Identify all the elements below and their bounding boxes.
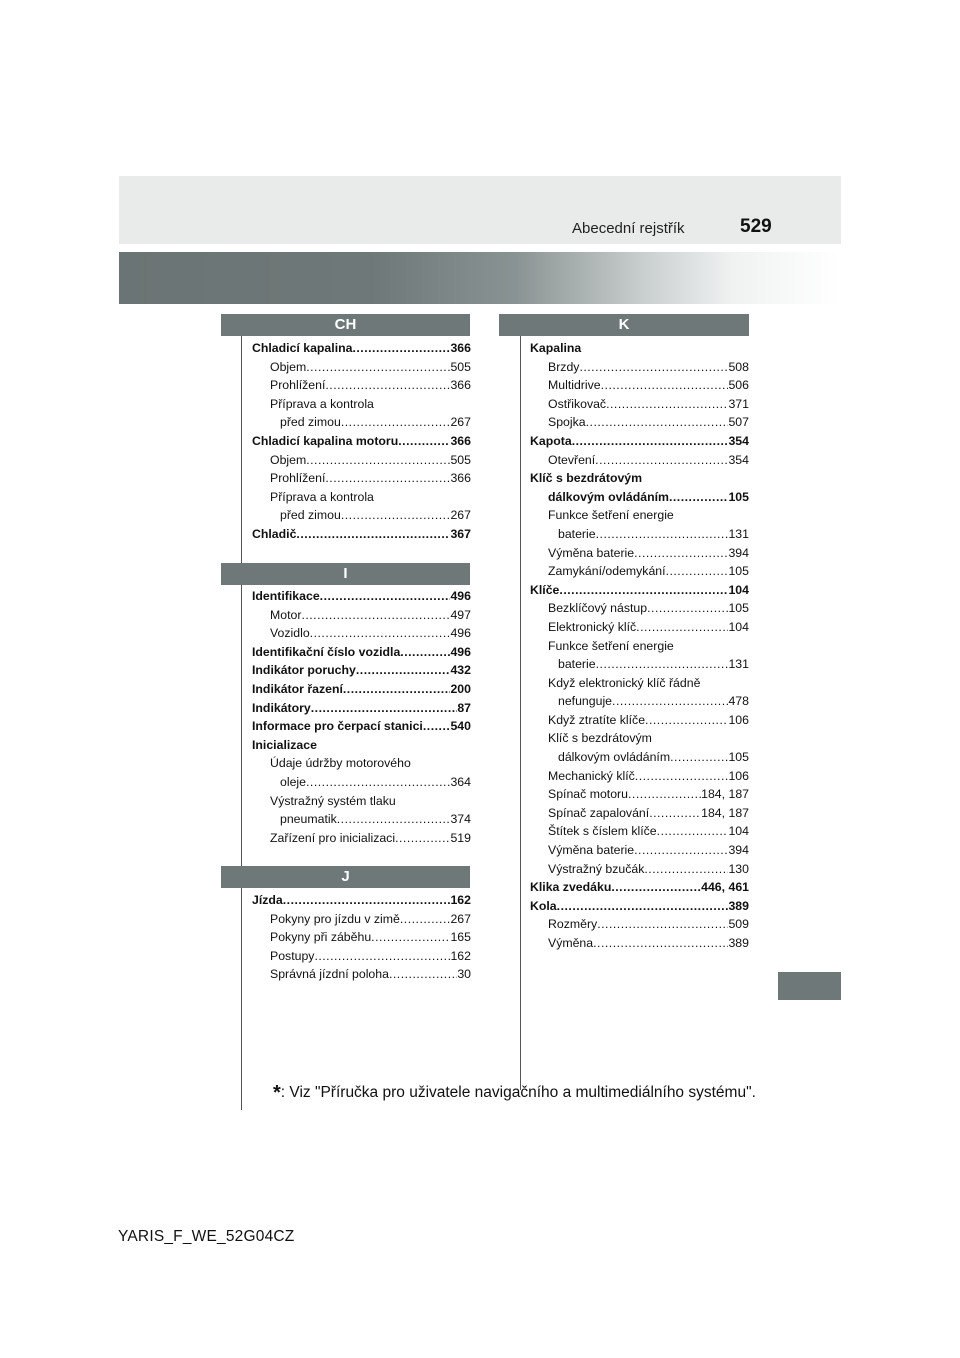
entry-text: Ostřikovač [548, 396, 607, 411]
dot-leader [352, 339, 450, 358]
entry-text: Indikátory [252, 700, 311, 715]
index-entry [530, 934, 749, 953]
dot-leader [647, 599, 728, 618]
entry-text: Multidrive [548, 378, 601, 393]
dot-leader [400, 910, 451, 929]
index-entry [530, 544, 749, 563]
index-entry [530, 562, 749, 581]
dot-leader [337, 810, 451, 829]
entry-text: Výstražný systém tlaku [270, 793, 396, 808]
entry-page: 505 [450, 452, 471, 467]
entry-text: Jízda [252, 893, 283, 907]
entry-text: Funkce šetření energie [548, 638, 674, 653]
entry-text: oleje [280, 774, 306, 789]
index-entry [252, 358, 471, 377]
entry-page: 497 [450, 607, 471, 622]
entry-text: Prohlížení [270, 471, 326, 486]
document-code: YARIS_F_WE_52G04CZ [118, 1228, 295, 1245]
index-entry [530, 767, 749, 786]
index-entry [252, 643, 471, 662]
index-entry [530, 469, 749, 488]
dot-leader [310, 624, 451, 643]
entry-page: 105 [728, 601, 749, 616]
entry-text: Klika zvedáku [530, 880, 612, 895]
dot-leader [579, 358, 728, 377]
index-entry [252, 947, 471, 966]
dot-leader [572, 432, 729, 451]
dot-leader [611, 878, 701, 897]
index-entry [252, 506, 471, 525]
index-entry [530, 822, 749, 841]
index-entry [252, 754, 471, 773]
index-entry [252, 432, 471, 451]
index-entry [252, 699, 471, 718]
dot-leader [341, 413, 451, 432]
entry-page: 366 [450, 378, 471, 393]
dot-leader [301, 606, 450, 625]
dot-leader [306, 358, 450, 377]
dot-leader [606, 395, 728, 414]
entry-text: Elektronický klíč [548, 619, 637, 634]
entry-page: 30 [457, 967, 471, 982]
index-entry [252, 624, 471, 643]
index-entry [530, 413, 749, 432]
entry-page: 130 [728, 861, 749, 876]
entry-text: Postupy [270, 948, 315, 963]
index-entry [530, 432, 749, 451]
dot-leader [398, 432, 450, 451]
dot-leader [636, 618, 728, 637]
dot-leader [596, 655, 729, 674]
dot-leader [634, 841, 728, 860]
entry-text: Kapalina [530, 341, 582, 355]
entry-text: dálkovým ovládáním [548, 489, 669, 504]
index-entry [530, 655, 749, 674]
entry-page: 165 [450, 930, 471, 945]
index-entry [530, 692, 749, 711]
entry-text: Identifikační číslo vozidla [252, 644, 401, 659]
entry-page: 104 [728, 582, 749, 597]
entry-text: Spojka [548, 415, 586, 430]
entry-page: 367 [450, 526, 471, 541]
index-entry [530, 599, 749, 618]
dot-leader [371, 928, 450, 947]
entry-page: 131 [728, 657, 749, 672]
entry-text: Spínač zapalování [548, 805, 650, 820]
index-entry [252, 928, 471, 947]
entry-page: 519 [450, 830, 471, 845]
dot-leader [325, 376, 450, 395]
entry-text: baterie [558, 657, 596, 672]
footnote [273, 1082, 756, 1105]
index-entry [252, 891, 471, 910]
index-entry [252, 376, 471, 395]
entry-text: Vozidlo [270, 626, 310, 641]
index-entry [530, 506, 749, 525]
index-entry [530, 339, 749, 358]
entry-text: Kola [530, 898, 557, 913]
index-entry [252, 717, 471, 736]
entry-text: Funkce šetření energie [548, 508, 674, 523]
index-list-k [530, 339, 749, 953]
entry-page: 364 [450, 774, 471, 789]
entry-text: Otevření [548, 452, 596, 467]
entry-page: 267 [450, 415, 471, 430]
entry-page: 267 [450, 911, 471, 926]
dot-leader [666, 562, 729, 581]
index-entry [252, 413, 471, 432]
entry-text: pneumatik [280, 812, 337, 827]
entry-text: Pokyny pro jízdu v zimě [270, 911, 400, 926]
entry-text: Mechanický klíč [548, 768, 635, 783]
entry-page: 374 [450, 812, 471, 827]
index-entry [530, 785, 749, 804]
dot-leader [356, 661, 451, 680]
dot-leader [649, 804, 701, 823]
footnote-text: : Viz "Příručka pro uživatele navigačního a multimediálního systému". [280, 1084, 756, 1101]
entry-text: Výměna [548, 936, 594, 950]
entry-text: Zařízení pro inicializaci [270, 830, 396, 845]
index-entry [252, 661, 471, 680]
index-entry [530, 804, 749, 823]
index-entry [252, 606, 471, 625]
entry-page: 496 [450, 589, 471, 603]
index-entry [252, 451, 471, 470]
entry-page: 432 [450, 663, 471, 678]
entry-page: 106 [728, 712, 749, 727]
entry-text: Příprava a kontrola [270, 489, 374, 504]
entry-text: Štítek s číslem klíče [548, 824, 657, 839]
dot-leader [601, 376, 729, 395]
entry-text: Klíč s bezdrátovým [548, 731, 652, 746]
entry-page: 200 [450, 681, 471, 696]
entry-page: 105 [728, 564, 749, 579]
entry-page: 131 [728, 526, 749, 541]
index-entry [252, 792, 471, 811]
dot-leader [657, 822, 729, 841]
index-entry [252, 587, 471, 606]
entry-text: Identifikace [252, 589, 320, 603]
entry-text: Rozměry [548, 917, 598, 932]
section-header-k: K [499, 314, 749, 336]
entry-text: Správná jízdní poloha [270, 967, 389, 982]
index-entry [530, 841, 749, 860]
entry-text: Chladič [252, 526, 297, 541]
dot-leader [283, 891, 451, 910]
entry-text: Výměna baterie [548, 843, 635, 858]
index-entry [530, 376, 749, 395]
index-entry [252, 525, 471, 544]
entry-page: 389 [728, 936, 749, 950]
entry-page: 105 [728, 489, 749, 504]
entry-page: 354 [728, 452, 749, 467]
entry-text: Výměna baterie [548, 545, 635, 560]
index-entry [252, 910, 471, 929]
dot-leader [395, 829, 450, 848]
entry-text: Prohlížení [270, 378, 326, 393]
dot-leader [628, 785, 701, 804]
index-entry [530, 488, 749, 507]
entry-page: 162 [450, 893, 471, 907]
entry-text: Klíč s bezdrátovým [530, 471, 643, 486]
dot-leader [423, 717, 451, 736]
entry-page: 389 [728, 898, 749, 913]
index-entry [252, 395, 471, 414]
index-entry [252, 773, 471, 792]
entry-text: Objem [270, 452, 307, 467]
entry-page: 184, 187 [701, 787, 749, 802]
entry-text: Brzdy [548, 359, 580, 374]
index-entry [252, 469, 471, 488]
entry-page: 507 [728, 415, 749, 430]
dot-leader [400, 643, 450, 662]
dot-leader [670, 748, 728, 767]
index-entry [252, 829, 471, 848]
index-entry [252, 339, 471, 358]
entry-text: Chladicí kapalina motoru [252, 433, 399, 448]
left-column-rule [241, 330, 242, 1110]
entry-text: Motor [270, 607, 302, 622]
dot-leader [635, 767, 729, 786]
entry-text: nefunguje [558, 694, 613, 709]
section-header-ch: CH [221, 314, 470, 336]
dot-leader [586, 413, 729, 432]
index-entry [252, 680, 471, 699]
index-entry [530, 581, 749, 600]
index-entry [252, 965, 471, 984]
header-gradient-band [119, 252, 841, 304]
entry-text: před zimou [280, 508, 341, 523]
entry-page: 106 [728, 768, 749, 783]
entry-text: Chladicí kapalina [252, 341, 353, 355]
entry-page: 366 [450, 471, 471, 486]
dot-leader [306, 451, 450, 470]
header-band [119, 176, 841, 244]
entry-page: 104 [728, 619, 749, 634]
entry-page: 87 [457, 700, 471, 715]
dot-leader [343, 680, 451, 699]
entry-text: Spínač motoru [548, 787, 628, 802]
entry-page: 105 [728, 750, 749, 765]
dot-leader [314, 947, 450, 966]
entry-page: 371 [728, 396, 749, 411]
entry-page: 446, 461 [701, 880, 749, 895]
dot-leader [389, 965, 457, 984]
entry-page: 267 [450, 508, 471, 523]
dot-leader [645, 711, 728, 730]
dot-leader [596, 525, 729, 544]
entry-text: dálkovým ovládáním [558, 750, 671, 765]
dot-leader [320, 587, 451, 606]
dot-leader [306, 773, 450, 792]
entry-text: Údaje údržby motorového [270, 756, 411, 771]
dot-leader [597, 915, 728, 934]
index-list-i [252, 587, 471, 847]
dot-leader [325, 469, 450, 488]
entry-text: Výstražný bzučák [548, 861, 645, 876]
entry-text: Kapota [530, 433, 572, 448]
index-list-j [252, 891, 471, 984]
entry-page: 366 [450, 433, 471, 448]
index-entry [530, 915, 749, 934]
entry-page: 354 [728, 433, 749, 448]
entry-text: Indikátor poruchy [252, 663, 356, 678]
entry-page: 184, 187 [701, 805, 749, 820]
entry-text: Inicializace [252, 737, 317, 752]
dot-leader [669, 488, 729, 507]
index-entry [530, 525, 749, 544]
entry-page: 394 [728, 545, 749, 560]
index-entry [530, 618, 749, 637]
entry-text: Když ztratíte klíče [548, 712, 646, 727]
middle-column-rule [520, 330, 521, 1090]
dot-leader [612, 692, 728, 711]
entry-page: 496 [450, 626, 471, 641]
entry-text: Klíče [530, 582, 560, 597]
entry-page: 506 [728, 378, 749, 393]
section-header-i: I [221, 563, 470, 585]
dot-leader [559, 581, 728, 600]
index-entry [530, 897, 749, 916]
entry-page: 496 [450, 644, 471, 659]
chapter-tab [778, 972, 841, 1000]
index-entry [530, 748, 749, 767]
entry-text: před zimou [280, 415, 341, 430]
entry-text: Příprava a kontrola [270, 396, 374, 411]
entry-page: 508 [728, 359, 749, 374]
index-entry [530, 860, 749, 879]
entry-page: 478 [728, 694, 749, 709]
index-entry [530, 729, 749, 748]
index-entry [252, 736, 471, 755]
header-title: Abecední rejstřík [572, 220, 685, 237]
entry-page: 540 [450, 719, 471, 734]
index-entry [530, 637, 749, 656]
entry-text: Objem [270, 359, 307, 374]
dot-leader [593, 934, 728, 953]
dot-leader [595, 451, 728, 470]
entry-text: baterie [558, 526, 596, 541]
entry-text: Bezklíčový nástup [548, 601, 648, 616]
index-entry [530, 451, 749, 470]
entry-text: Indikátor řazení [252, 681, 343, 696]
dot-leader [296, 525, 450, 544]
entry-page: 104 [728, 824, 749, 839]
footnote-symbol: * [273, 1082, 281, 1104]
dot-leader [557, 897, 729, 916]
entry-page: 509 [728, 917, 749, 932]
index-entry [530, 878, 749, 897]
entry-page: 366 [450, 341, 471, 355]
dot-leader [644, 860, 728, 879]
entry-text: Zamykání/odemykání [548, 564, 666, 579]
index-entry [530, 674, 749, 693]
index-entry [252, 810, 471, 829]
dot-leader [311, 699, 458, 718]
entry-page: 162 [450, 948, 471, 963]
dot-leader [634, 544, 728, 563]
entry-page: 394 [728, 843, 749, 858]
index-list-ch [252, 339, 471, 544]
entry-text: Když elektronický klíč řádně [548, 675, 701, 690]
section-header-j: J [221, 866, 470, 888]
index-entry [252, 488, 471, 507]
page-number: 529 [740, 216, 772, 237]
index-entry [530, 711, 749, 730]
entry-text: Informace pro čerpací stanici [252, 719, 423, 734]
entry-page: 505 [450, 359, 471, 374]
index-entry [530, 358, 749, 377]
entry-text: Pokyny při záběhu [270, 930, 372, 945]
index-entry [530, 395, 749, 414]
dot-leader [341, 506, 451, 525]
